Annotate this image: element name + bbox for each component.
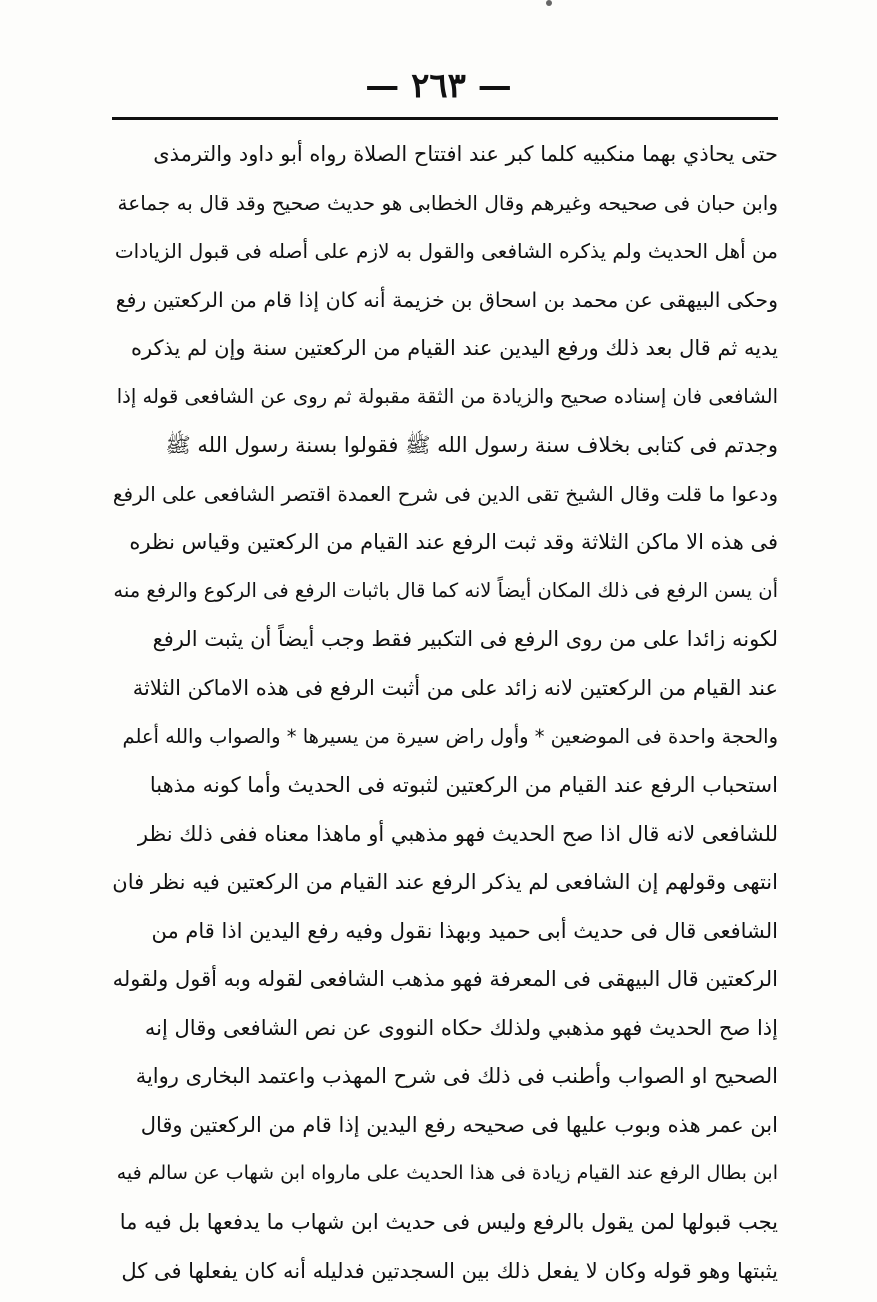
- text-line: يجب قبولها لمن يقول بالرفع وليس فى حديث ابن شهاب ما يدفعها بل فيه ما: [119, 1210, 778, 1235]
- text-line: من أهل الحديث ولم يذكره الشافعى والقول به لازم على أصله فى قبول الزيادات: [114, 239, 778, 264]
- text-line: الصحيح او الصواب وأطنب فى ذلك فى شرح المهذب واعتمد البخارى رواية: [135, 1064, 778, 1089]
- text-line: يثبتها وهو قوله وكان لا يفعل ذلك بين السجدتين فدليله أنه كان يفعلها فى كل: [121, 1258, 778, 1283]
- body-text: [112, 130, 778, 1295]
- text-line: وابن حبان فى صحيحه وغيرهم وقال الخطابى هو حديث صحيح وقد قال به جماعة: [117, 190, 778, 215]
- text-line: الشافعى فان إسناده صحيح والزيادة من الثقة مقبولة ثم روى عن الشافعى قوله إذا: [116, 384, 778, 408]
- text-line: وجدتم فى كتابى بخلاف سنة رسول الله ﷺ فقولوا بسنة رسول الله ﷺ: [165, 433, 778, 458]
- text-line: عند القيام من الركعتين لانه زائد على من أثبت الرفع فى هذه الاماكن الثلاثة: [132, 676, 778, 701]
- text-line: أن يسن الرفع فى ذلك المكان أيضاً لانه كما قال باثبات الرفع فى الركوع والرفع منه: [113, 578, 778, 602]
- text-line: لكونه زائدا على من روى الرفع فى التكبير فقط وجب أيضاً أن يثبت الرفع: [152, 627, 778, 652]
- ink-dot: [546, 0, 552, 6]
- text-line: الركعتين قال البيهقى فى المعرفة فهو مذهب الشافعى لقوله وبه أقول ولقوله: [112, 967, 778, 992]
- text-line: والحجة واحدة فى الموضعين * وأول راض سيرة من يسيرها * والصواب والله أعلم: [122, 724, 778, 748]
- text-line: حتى يحاذي بهما منكبيه كلما كبر عند افتتاح الصلاة رواه أبو داود والترمذى: [153, 142, 778, 166]
- text-line: فى هذه الا ماكن الثلاثة وقد ثبت الرفع عند القيام من الركعتين وقياس نظره: [129, 530, 778, 555]
- text-line: إذا صح الحديث فهو مذهبي ولذلك حكاه النووى عن نص الشافعى وقال إنه: [144, 1015, 778, 1040]
- page-number: — ٢٦٣ —: [365, 66, 512, 106]
- text-line: الشافعى قال فى حديث أبى حميد وبهذا نقول وفيه رفع اليدين اذا قام من: [151, 918, 778, 943]
- text-line: استحباب الرفع عند القيام من الركعتين لثبوته فى الحديث وأما كونه مذهبا: [149, 773, 778, 798]
- text-line: للشافعى لانه قال اذا صح الحديث فهو مذهبي أو ماهذا معناه ففى ذلك نظر: [137, 821, 778, 846]
- text-line: وحكى البيهقى عن محمد بن اسحاق بن خزيمة أنه كان إذا قام من الركعتين رفع: [115, 287, 778, 312]
- text-line: ابن عمر هذه وبوب عليها فى صحيحه رفع اليدين إذا قام من الركعتين وقال: [140, 1112, 778, 1137]
- text-line: انتهى وقولهم إن الشافعى لم يذكر الرفع عند القيام من الركعتين فيه نظر فان: [112, 870, 778, 895]
- header-rule: [112, 117, 778, 120]
- text-line: ودعوا ما قلت وقال الشيخ تقى الدين فى شرح العمدة اقتصر الشافعى على الرفع: [112, 481, 778, 506]
- text-line: ابن بطال الرفع عند القيام زيادة فى هذا الحديث على مارواه ابن شهاب عن سالم فيه: [116, 1162, 778, 1185]
- text-line: يديه ثم قال بعد ذلك ورفع اليدين عند القيام من الركعتين سنة وإن لم يذكره: [130, 336, 778, 361]
